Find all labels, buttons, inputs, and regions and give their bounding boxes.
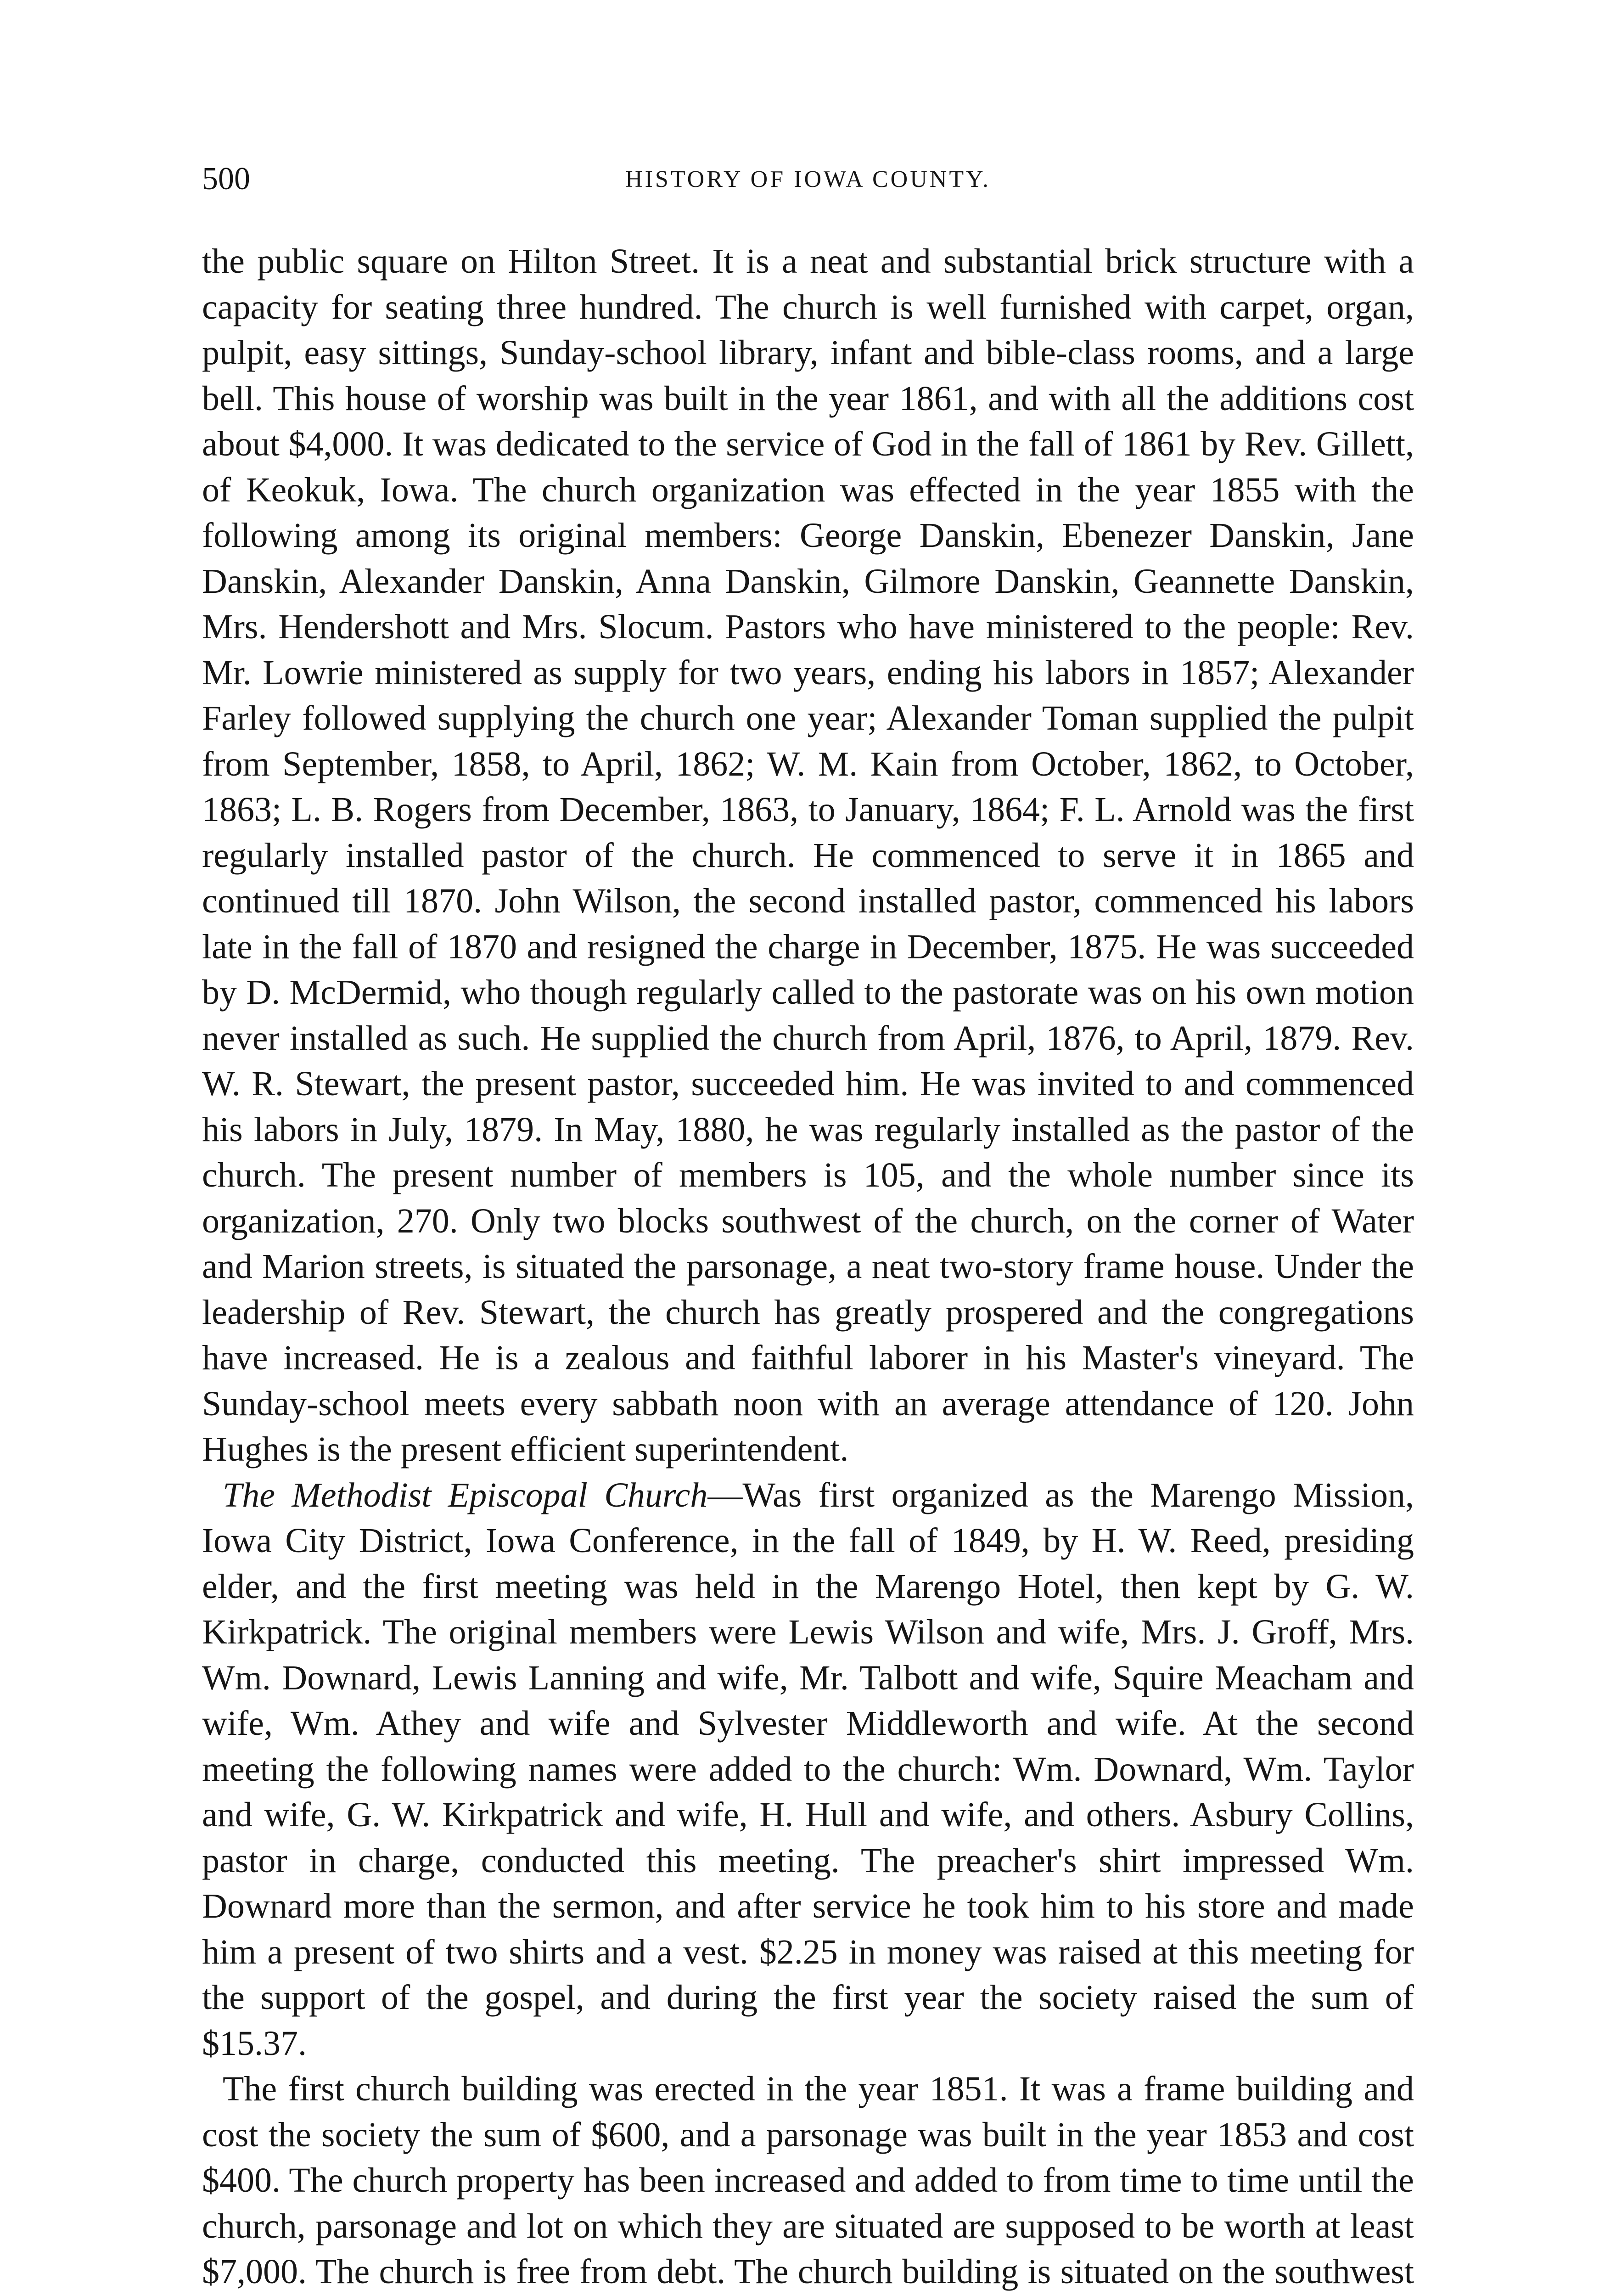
running-title: HISTORY OF IOWA COUNTY. <box>625 166 991 192</box>
paragraph-methodist-church <box>202 1473 1414 2067</box>
section-heading: The Methodist Episcopal Church <box>223 1475 708 1514</box>
heading-separator: — <box>707 1475 743 1514</box>
page-header <box>202 161 1414 197</box>
paragraph-first-church-building: The first church building was erected in the year 1851. It was a frame building and cost the society the sum of $600, and a parsonage was built in the year 1853 and cost $400. The church property has been increased and added to from time to time until the church, parsonage and lot on which they are situated are supposed to be worth at least $7,000. The church is free from debt. The church building is situated on the southwest <box>202 2070 1414 2291</box>
methodist-church-text: Was first organized as the Marengo Mission, Iowa City District, Iowa Conference, in the fall of 1849, by H. W. Reed, presiding elder, and the first meeting was held in the Marengo Hotel, then kept by G. W. Kirkpatrick. The original members were Lewis Wilson and wife, Mrs. J. Groff, Mrs. Wm. Downard, Lewis Lanning and wife, Mr. Talbott and wife, Squire Meacham and wife, Wm. Athey and wife and Sylvester Middleworth and wife. At the second meeting the following names were added to the church: Wm. Downard, Wm. Taylor and wife, G. W. Kirkpatrick and wife, H. Hull and wife, and others. Asbury Collins, pastor in charge, conducted this meeting. The preacher's shirt impressed Wm. Downard more than the sermon, and after service he took him to his store and made him a present of two shirts and a vest. $2.25 in money was raised at this meeting for the support of the gospel, and during the first year the society raised the sum of $15.37. <box>202 1475 1414 2063</box>
body-text <box>202 239 1414 2296</box>
paragraph-presbyterian-church: the public square on Hilton Street. It is a neat and substantial brick structure with a capacity for seating three hundred. The church is well furnished with carpet, organ, pulpit, easy sittings, Sunday-school library, infant and bible-class rooms, and a large bell. This house of worship was built in the year 1861, and with all the additions cost about $4,000. It was dedicated to the service of God in the fall of 1861 by Rev. Gillett, of Keokuk, Iowa. The church organization was effected in the year 1855 with the following among its original members: George Danskin, Ebenezer Danskin, Jane Danskin, Alexander Danskin, Anna Danskin, Gilmore Danskin, Geannette Danskin, Mrs. Hendershott and Mrs. Slocum. Pastors who have ministered to the people: Rev. Mr. Lowrie ministered as supply for two years, ending his labors in 1857; Alexander Farley followed supplying the church one year; Alexander Toman supplied the pulpit from September, 1858, to April, 1862; W. M. Kain from October, 1862, to October, 1863; L. B. Rogers from December, 1863, to January, 1864; F. L. Arnold was the first regularly installed pastor of the church. He commenced to serve it in 1865 and continued till 1870. John Wilson, the second installed pastor, commenced his labors late in the fall of 1870 and resigned the charge in December, 1875. He was succeeded by D. McDermid, who though regularly called to the pastorate was on his own motion never installed as such. He supplied the church from April, 1876, to April, 1879. Rev. W. R. Stewart, the present pastor, succeeded him. He was invited to and commenced his labors in July, 1879. In May, 1880, he was regularly installed as the pastor of the church. The present number of members is 105, and the whole number since its organization, 270. Only two blocks southwest of the church, on the corner of Water and Marion streets, is situated the parsonage, a neat two-story frame house. Under the leadership of Rev. Stewart, the church has greatly prospered and the congregations have increased. He is a zealous and faithful laborer in his Master's vineyard. The Sunday-school meets every sabbath noon with an average attendance of 120. John Hughes is the present efficient superintendent. <box>202 242 1414 1469</box>
page-number: 500 <box>202 161 250 197</box>
